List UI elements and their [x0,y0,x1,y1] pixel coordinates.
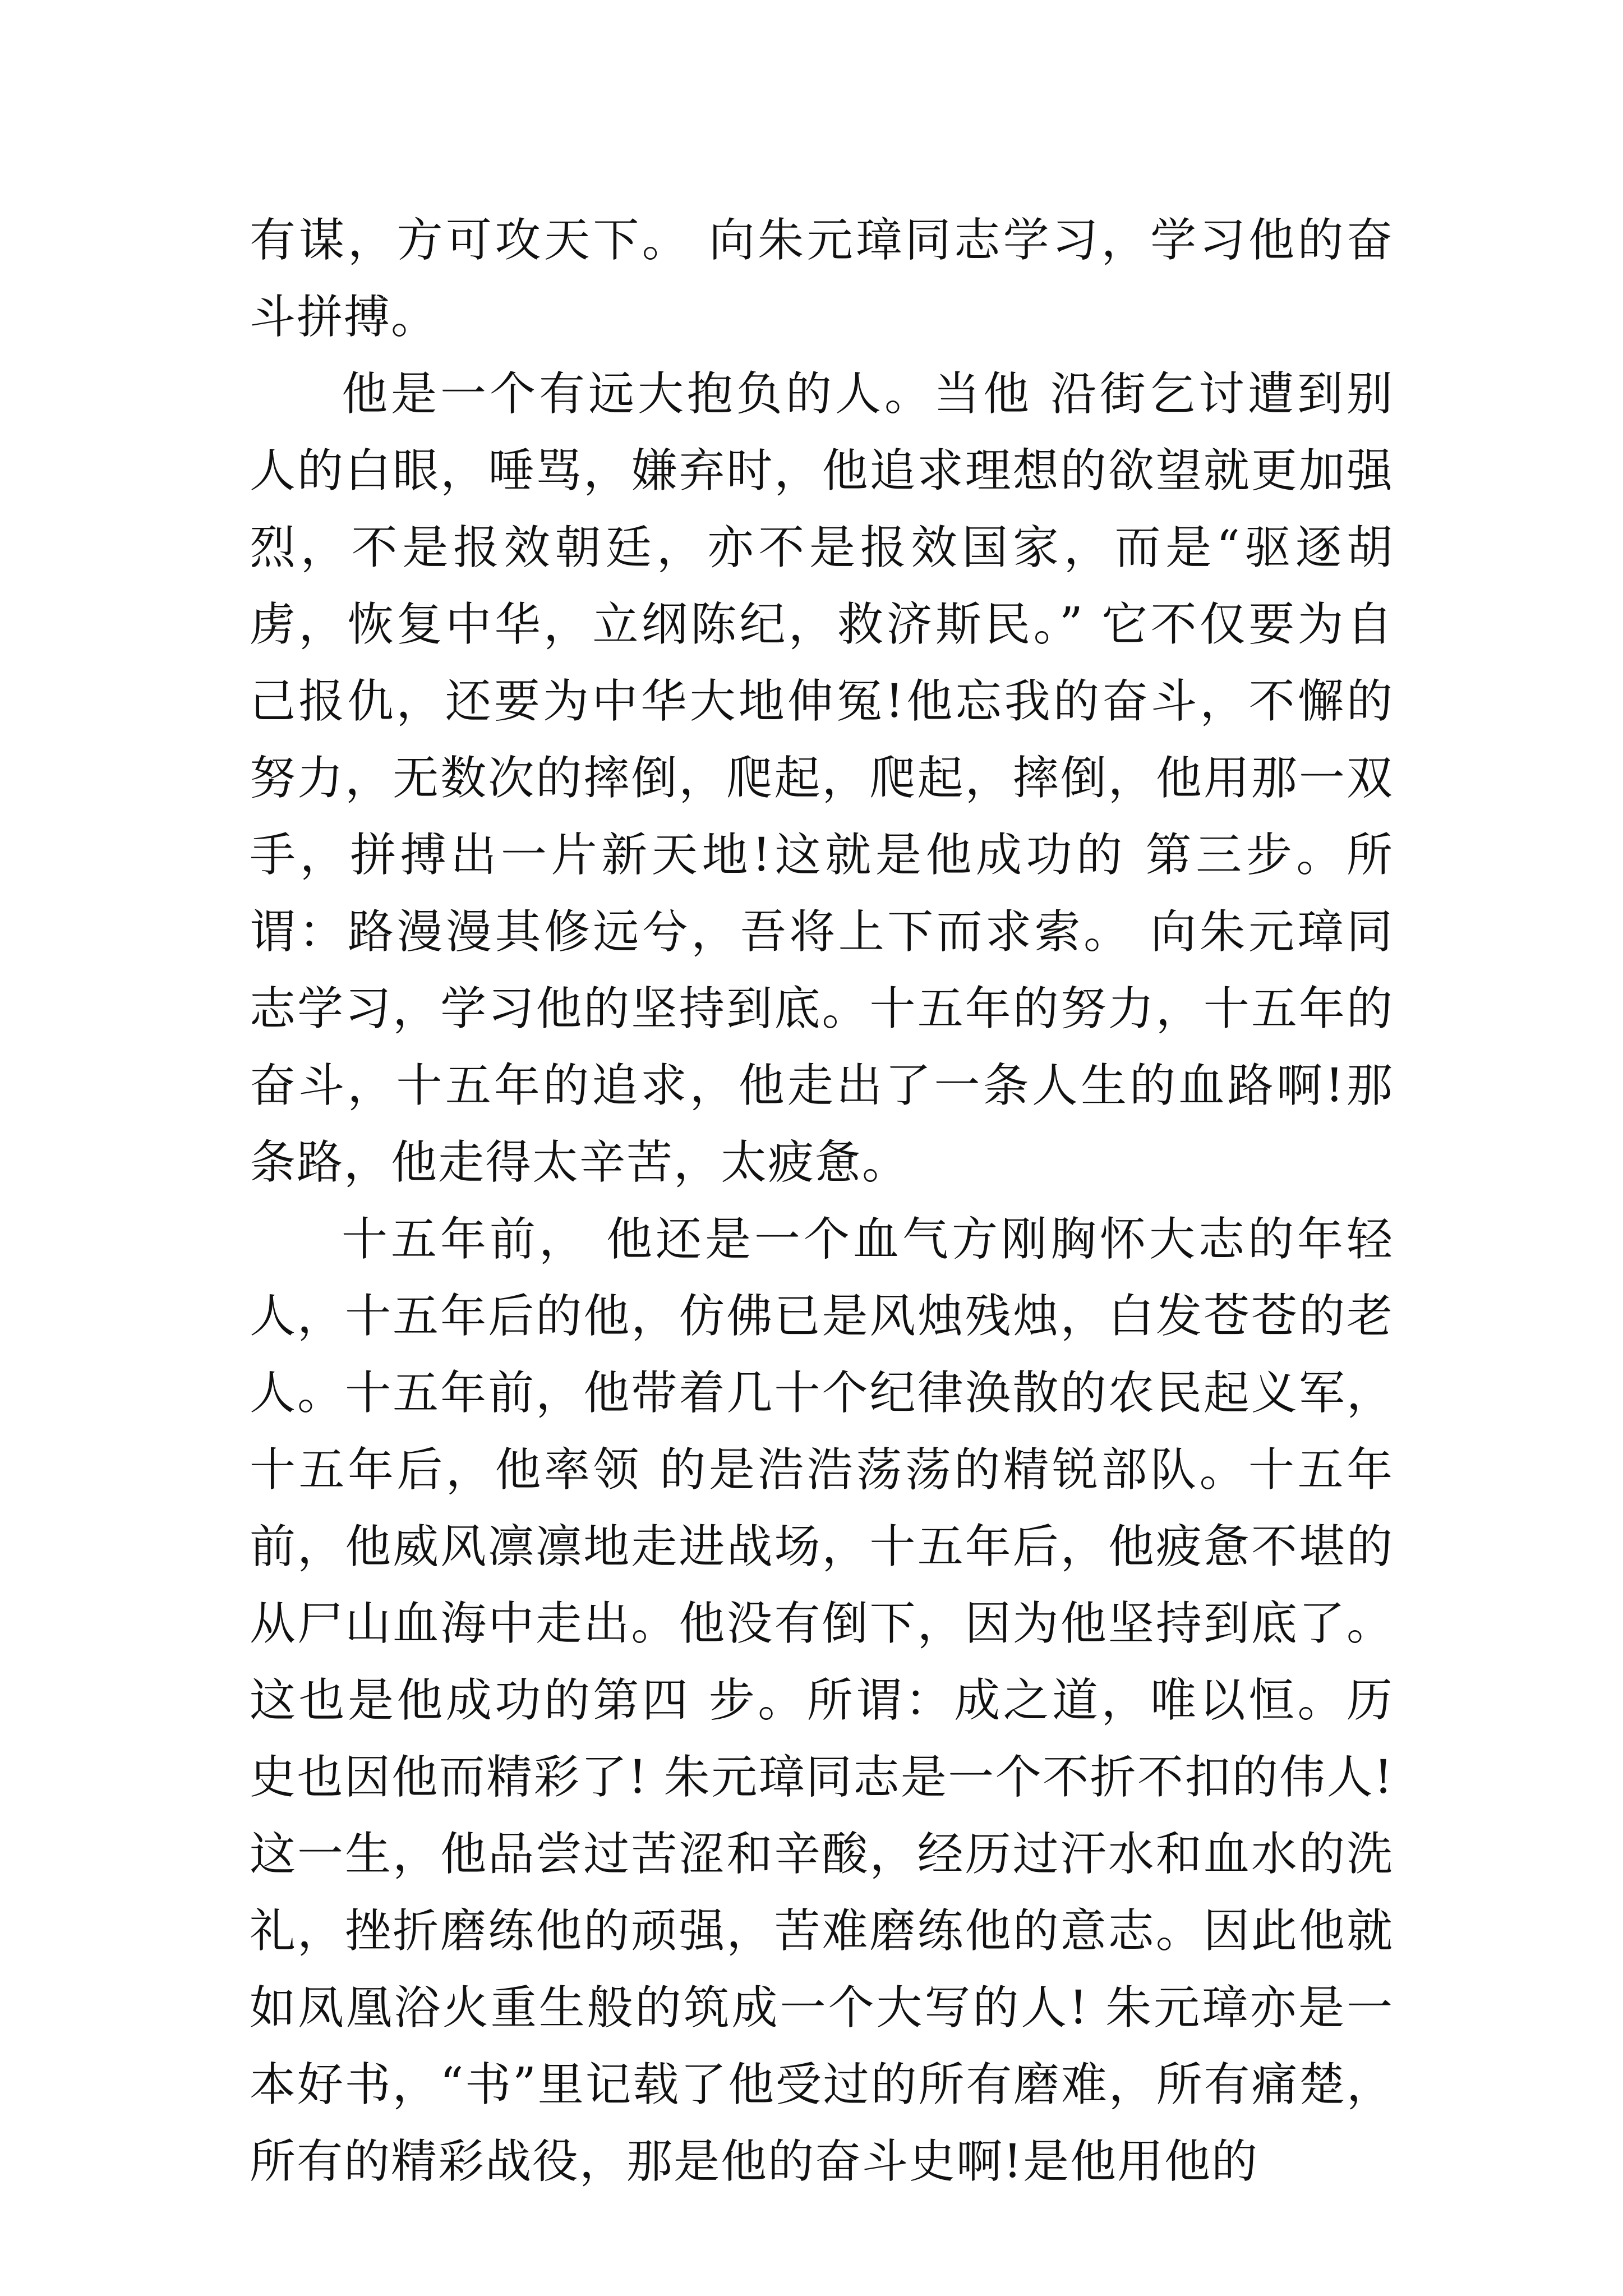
paragraph-fifteen-years: 十五年前， 他还是一个血气方刚胸怀大志的年轻人，十五年后的他，仿佛已是风烛残烛，白发苍苍的老人。十五年前，他带着几十个纪律涣散的农民起义军，十五年后，他率领 的是浩浩荡荡的精锐部队。十五年前，他威风凛凛地走进战场，十五年后，他疲惫不堪的从尸山血海中走出。他没有倒下，因为他坚持到底了。这也是他成功的第四 步。所谓：成之道，唯以恒。历史也因他而精彩了! 朱元璋同志是一个不折不扣的伟人!这一生，他品尝过苦涩和辛酸，经历过汗水和血水的洗礼，挫折磨练他的顽强，苦难磨练他的意志。因此他就如凤凰浴火重生般的筑成一个大写的人! 朱元璋亦是一本好书，“书”里记载了他受过的所有磨难，所有痛楚，所有的精彩战役，那是他的奋斗史啊!是他用他的 [250,1213,1394,2188]
paragraph-ambition: 他是一个有远大抱负的人。当他 沿街乞讨遭到别人的白眼，唾骂，嫌弃时，他追求理想的欲望就更加强烈，不是报效朝廷，亦不是报效国家，而是“驱逐胡虏，恢复中华，立纲陈纪，救济斯民。” 它不仅要为自己报仇，还要为中华大地伸冤!他忘我的奋斗，不懈的努力，无数次的摔倒，爬起，爬起，摔倒，他用那一双手，拼搏出一片新天地!这就是他成功的 第三步。所谓：路漫漫其修远兮，吾将上下而求索。 向朱元璋同志学习，学习他的坚持到底。十五年的努力，十五年的奋斗，十五年的追求，他走出了一条人生的血路啊!那条路，他走得太辛苦，太疲惫。 [250,367,1394,1189]
paragraph-continuation: 有谋，方可攻天下。 向朱元璋同志学习，学习他的奋斗拼搏。 [250,214,1394,344]
body-text [250,202,1394,2200]
